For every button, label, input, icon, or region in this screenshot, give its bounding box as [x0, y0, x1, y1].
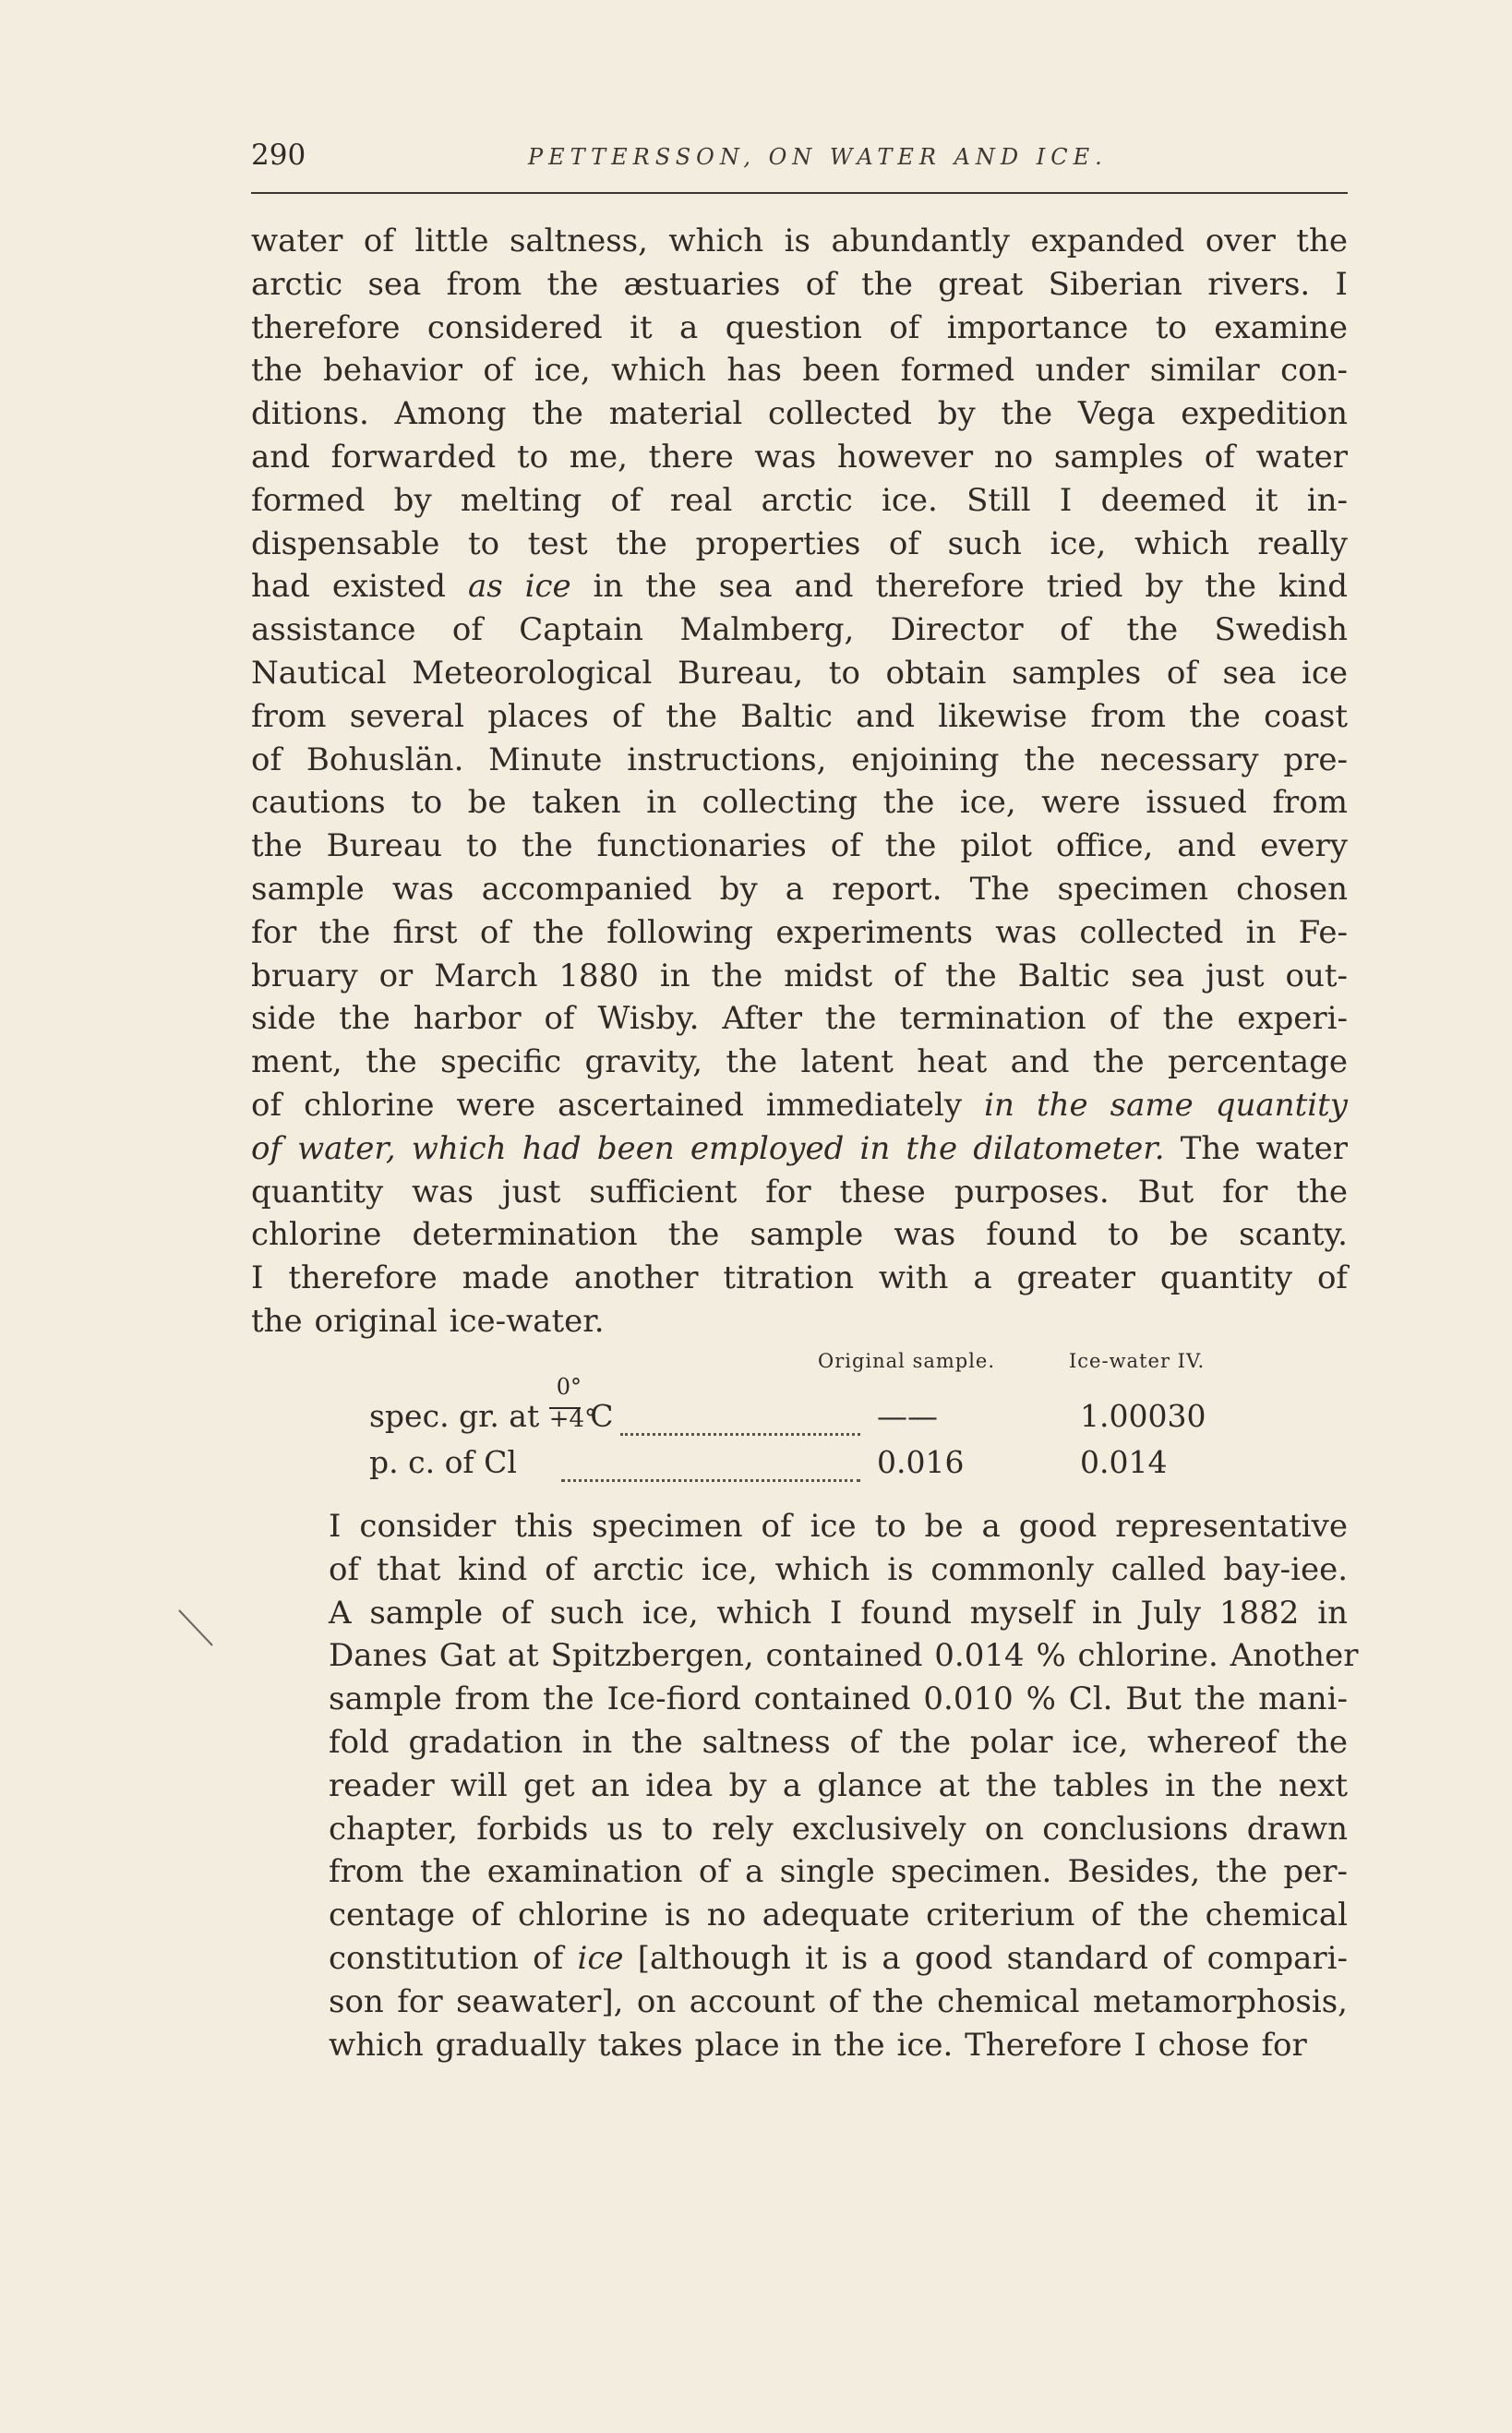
row-label: [369, 1374, 614, 1437]
text-line: fold gradation in the saltness of the polar ice, whereof the: [329, 1723, 1348, 1761]
text-line: sample was accompanied by a report. The specimen chosen: [251, 870, 1348, 908]
pencil-check-mark-icon: [175, 1605, 220, 1649]
text-line: water of little saltness, which is abundantly expanded over the: [251, 223, 1348, 259]
text-line: of Bohuslän. Minute instructions, enjoining the necessary pre-: [251, 741, 1348, 778]
value-icewater: 0.014: [1080, 1444, 1168, 1480]
text-line: constitution of ice [although it is a good standard of compari-: [329, 1939, 1348, 1977]
text-line: Danes Gat at Spitzbergen, contained 0.014 % chlorine. Another: [329, 1637, 1359, 1675]
text-line: of chlorine were ascertained immediately in the same quantity: [251, 1086, 1348, 1124]
value-original: ——: [877, 1398, 938, 1434]
text-line: of that kind of arctic ice, which is commonly called bay-iee.: [329, 1550, 1348, 1588]
paragraph-2: [251, 1505, 1359, 2066]
text-line: centage of chlorine is no adequate criterium of the chemical: [329, 1897, 1348, 1934]
text-line: sample from the Ice-fiord contained 0.010 % Cl. But the mani-: [329, 1680, 1348, 1718]
fraction-numerator: 0°: [556, 1374, 582, 1400]
paragraph-1: [251, 220, 1348, 1343]
text-line: I consider this specimen of ice to be a good representative: [329, 1508, 1348, 1545]
column-header-icewater: Ice-water IV.: [1069, 1350, 1206, 1372]
dot-leader: [561, 1444, 860, 1482]
fraction-denominator: +4°: [548, 1405, 597, 1433]
text-line: the Bureau to the functionaries of the pilot office, and every: [251, 827, 1348, 865]
value-original: 0.016: [877, 1444, 965, 1480]
data-table: [251, 1350, 1348, 1488]
text-line: which gradually takes place in the ice. Therefore I chose for: [329, 2026, 1307, 2064]
page-number: 290: [251, 139, 306, 172]
text-line: arctic sea from the æstuaries of the great Siberian rivers. I: [251, 265, 1348, 303]
text-line: reader will get an idea by a glance at the tables in the next: [329, 1766, 1348, 1804]
text-line: the behavior of ice, which has been formed under similar con-: [251, 352, 1348, 390]
text-line: for the first of the following experiments was collected in Fe-: [251, 913, 1348, 951]
text-line: chapter, forbids us to rely exclusively on conclusions drawn: [329, 1810, 1348, 1848]
text-line: therefore considered it a question of importance to examine: [251, 308, 1348, 346]
text-line: dispensable to test the properties of such ice, which really: [251, 524, 1348, 562]
text-line: assistance of Captain Malmberg, Director of the Swedish: [251, 611, 1348, 649]
text-line: ditions. Among the material collected by the Vega expedition: [251, 395, 1348, 433]
text-line: formed by melting of real arctic ice. Still I deemed it in-: [251, 481, 1348, 519]
text-line: chlorine determination the sample was found to be scanty.: [251, 1216, 1348, 1254]
column-header-original: Original sample.: [818, 1350, 996, 1372]
text-line: son for seawater], on account of the chemical metamorphosis,: [329, 1982, 1348, 2020]
running-title: PETTERSSON, ON WATER AND ICE.: [528, 144, 1108, 170]
text-line: of water, which had been employed in the dilatometer. The water: [251, 1129, 1348, 1167]
table-row-specific-gravity: [369, 1374, 1348, 1440]
table-row-chlorine: [369, 1444, 1348, 1487]
unit-label: C: [590, 1398, 614, 1434]
text-line: had existed as ice in the sea and therefore tried by the kind: [251, 568, 1348, 606]
value-icewater: 1.00030: [1080, 1398, 1206, 1434]
text-line: from the examination of a single specimen. Besides, the per-: [329, 1853, 1348, 1891]
temperature-fraction: [548, 1374, 597, 1437]
text-line: ment, the specific gravity, the latent heat and the percentage: [251, 1043, 1348, 1081]
spec-gr-label: spec. gr. at: [369, 1398, 540, 1434]
text-line: from several places of the Baltic and likewise from the coast: [251, 697, 1348, 735]
text-line: I therefore made another titration with a greater quantity of: [251, 1259, 1348, 1297]
page-header: [251, 137, 1348, 194]
text-line: Nautical Meteorological Bureau, to obtain samples of sea ice: [251, 654, 1348, 692]
text-line: quantity was just sufficient for these purposes. But for the: [251, 1173, 1348, 1210]
pc-cl-label: p. c. of Cl: [369, 1444, 517, 1480]
text-line: A sample of such ice, which I found myself in July 1882 in: [329, 1594, 1348, 1632]
text-line: side the harbor of Wisby. After the termination of the experi-: [251, 1000, 1348, 1038]
text-line: cautions to be taken in collecting the ice, were issued from: [251, 784, 1348, 822]
text-line: bruary or March 1880 in the midst of the Baltic sea just out-: [251, 957, 1348, 994]
dot-leader: [620, 1398, 860, 1436]
text-line: the original ice-water.: [251, 1302, 605, 1340]
text-line: and forwarded to me, there was however no samples of water: [251, 438, 1348, 476]
